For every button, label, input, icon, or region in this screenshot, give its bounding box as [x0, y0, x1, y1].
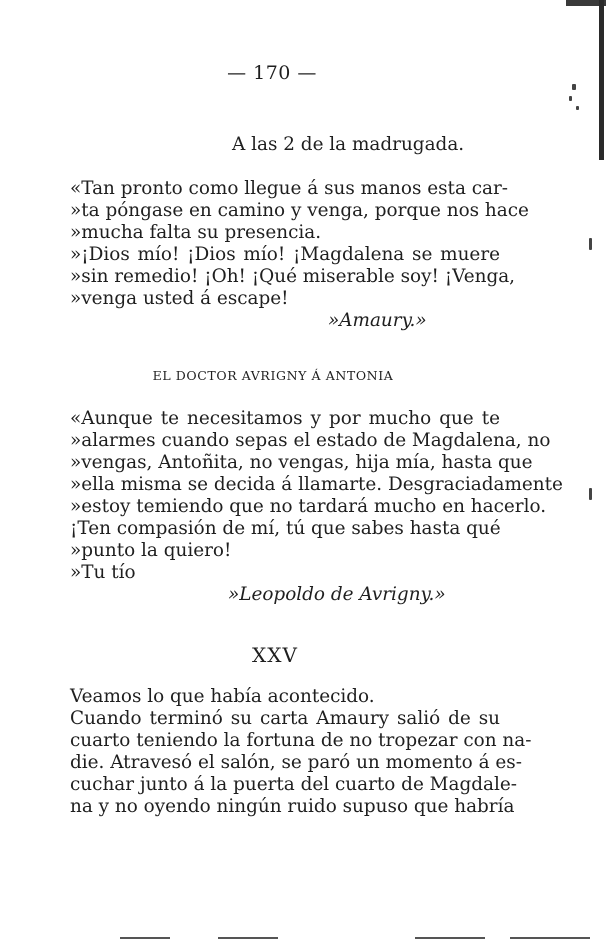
letter-line: »vengas, Antoñita, no vengas, hija mía, hasta que	[70, 452, 533, 473]
letter-line: »¡Dios mío! ¡Dios mío! ¡Magdalena se muere	[70, 244, 500, 265]
ink-speck	[589, 238, 592, 250]
letter-line: »mucha falta su presencia.	[70, 222, 322, 243]
letter-dateline: A las 2 de la madrugada.	[232, 134, 465, 155]
letter-line: »sin remedio! ¡Oh! ¡Qué miserable soy! ¡Venga,	[70, 266, 516, 287]
body-line: die. Atravesó el salón, se paró un momento á es-	[70, 752, 522, 773]
letter-signature: »Amaury.»	[328, 310, 427, 331]
page-number: — 170 —	[227, 62, 317, 84]
scan-artifact	[415, 937, 485, 939]
letter-line: «Tan pronto como llegue á sus manos esta car-	[70, 178, 509, 199]
body-line: cuarto teniendo la fortuna de no tropezar con na-	[70, 730, 532, 751]
letter-line: »alarmes cuando sepas el estado de Magdalena, no	[70, 430, 551, 451]
body-line: Veamos lo que había acontecido.	[70, 686, 375, 707]
scan-artifact	[218, 937, 278, 939]
body-line: Cuando terminó su carta Amaury salió de su	[70, 708, 500, 729]
letter-line: »ta póngase en camino y venga, porque nos hace	[70, 200, 529, 221]
ink-speck	[569, 96, 572, 101]
body-line: na y no oyendo ningún ruido supuso que habría	[70, 796, 515, 817]
letter-line: »estoy temiendo que no tardará mucho en hacerlo.	[70, 496, 547, 517]
ink-speck	[572, 84, 576, 90]
page-edge-shadow	[599, 0, 604, 160]
letter-heading: EL DOCTOR AVRIGNY Á ANTONIA	[152, 368, 394, 383]
letter-line: «Aunque te necesitamos y por mucho que te	[70, 408, 500, 429]
letter-line: »venga usted á escape!	[70, 288, 289, 309]
scan-artifact	[510, 937, 590, 939]
letter-line: ¡Ten compasión de mí, tú que sabes hasta qué	[70, 518, 501, 539]
letter-line: »ella misma se decida á llamarte. Desgraciadamente	[70, 474, 563, 495]
ink-speck	[576, 106, 579, 110]
chapter-numeral: XXV	[252, 643, 298, 667]
body-line: cuchar junto á la puerta del cuarto de Magdale-	[70, 774, 517, 795]
ink-speck	[589, 488, 592, 500]
letter-signature: »Leopoldo de Avrigny.»	[228, 584, 446, 605]
letter-line: »Tu tío	[70, 562, 136, 583]
letter-line: »punto la quiero!	[70, 540, 232, 561]
scan-artifact	[120, 937, 170, 939]
